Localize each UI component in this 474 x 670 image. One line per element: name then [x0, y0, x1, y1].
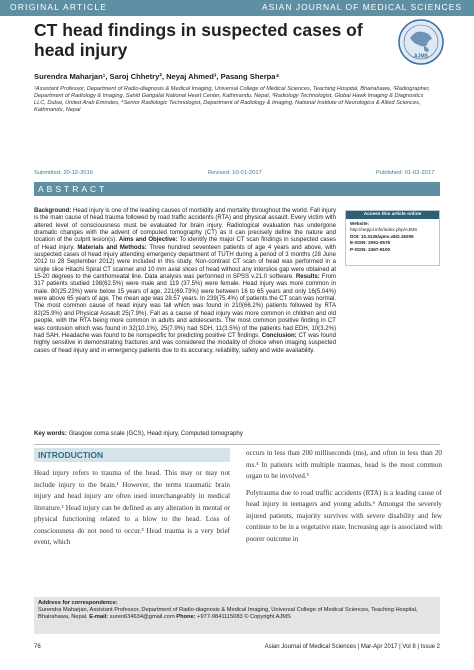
doi[interactable]: DOI: 10.3126/ajms.v8i2.16205: [350, 233, 414, 239]
aims-text: To identify the major CT scan findings in suspected cases of Head injury.: [34, 237, 336, 251]
access-online-box: [345, 210, 440, 266]
intro-paragraph-2: occurs in less than 200 milliseconds (ms), and often in less than 20 ms.⁴ In patients with multiple traumas, head is the most common organ to be involved.⁵: [246, 449, 442, 480]
section-divider: [34, 444, 440, 445]
introduction-right-column: [246, 448, 442, 545]
keywords-value: Glasgow coma scale (GCS), Head injury, Computed tomography: [68, 430, 243, 437]
introduction-left-column: [34, 468, 230, 549]
results-text: From 317 patients studied 198(62.5%) were male and 119 (37.5%) were female. Head injury was more common in male. 80(25.23%) were below 15 years of age, 221(69.73%) were between 16 to 65 years and only 16(5.04%) were above 65 years of age. The mean age was 28.57 years. In 239(75.4%) of patients the CT scan was normal. The most common cause of head injury was fall which was found in 210(66.2%) patients followed by RTA 82(25.9%) and Physical Assault 25(7.9%). Fall as a cause of head injury was more common in children and old people, with the RTA being more common in adults and adolescents. The most common positive finding in CT was contusion which was found in 32(10.1%), 25(7.9%) had SDH, 11(3.5%) of the patients had EDH, 10(3.2%) had SAH. Headache was found to be nonspecific for predicting positive CT findings.: [34, 274, 336, 339]
correspondence-box: [34, 597, 440, 634]
website-label: Website:: [350, 221, 370, 226]
journal-logo-icon: [397, 18, 445, 66]
authors: Surendra Maharjan¹, Saroj Chhetry², Neyaj Ahmed³, Pasang Sherpa⁴: [34, 72, 280, 81]
phone-number: +977-9841115083: [197, 613, 243, 620]
keywords: [34, 430, 243, 437]
copyright: © Copyright AJMS: [244, 613, 291, 620]
abstract-heading: ABSTRACT: [38, 184, 108, 194]
pissn: P-ISSN: 2467-9100: [350, 246, 391, 252]
background-label: Background:: [34, 208, 72, 214]
correspondence-label: Address for correspondence:: [38, 600, 118, 606]
methods-text: Three hundred seventeen patients of age 4 years and above, with suspected cases of head injury attending emergency department of TUTH during a period of 3 months (28 June 2012 to 28 September 2012) were included in this study. Non-contrast CT scan of head was performed in a single slice Hitachi Spiral CT scanner and 10 mm axial slices of head without any interslice gap were obtained at 15-20 degrees to the canthomeatal line. Data analysis was performed in SPSS v.21.0 software.: [34, 244, 336, 281]
methods-label: Materials and Methods:: [77, 244, 147, 251]
introduction-heading: INTRODUCTION: [38, 450, 104, 460]
background-text: Head injury is one of the leading causes of morbidity and mortality throughout the world. Fall injury is the main cause of head trauma followed by road traffic accidents (RTA) and physical assault. Every victim with altered level of consciousness must be evaluated for brain injury. Radiological evaluation has undergone dramatic changes with the advent of computed tomography (CT) as it can precisely define the nature and location of the culprit lesion(s).: [34, 208, 336, 244]
submitted-date: Submitted: 20-12-2016: [34, 170, 93, 176]
website-link[interactable]: http://nepjol.info/index.php/AJMS: [350, 227, 418, 233]
email-link[interactable]: suren634634@gmail.com: [109, 613, 175, 620]
page-number: 76: [34, 644, 41, 650]
eissn: E-ISSN: 2091-0576: [350, 240, 391, 246]
affiliation-text: ¹Assistant Professor, Department of Radio-diagnosis & Medical Imaging, Universal College of Medical Sciences, Teaching Hospital, Bhairahawa, ²Radiographer, Department of Radiology & Imaging, Sahid Gangalal National Heart Center, Kathmandu, Nepal, ³Radiology Technologist, Global Hawk Imaging & Diagnostics LLC, Dubai, United Arab Emirates, ⁴Senior Radiologic Technologist, Department of Radiology & Imaging, National Institute of Neurologica & Allied Sciences, Kathmandu, Nepal: [34, 86, 430, 113]
footer-journal-info: Asian Journal of Medical Sciences | Mar-Apr 2017 | Vol 8 | Issue 2: [264, 644, 440, 650]
conclusion-label: Conclusion:: [261, 332, 297, 339]
published-date: Published: 01-03-2017: [376, 170, 435, 176]
abstract-heading-bar: [34, 182, 440, 196]
conclusion-text: CT was found highly sensitive in demonstrating fractures and was considered the modality of choice when imaging suspected cases of head injury and in emergency patients due to its accuracy, reliability, safety and wide availability.: [34, 332, 337, 354]
keywords-label: Key words:: [34, 430, 67, 437]
aims-label: Aims and Objective:: [118, 237, 178, 244]
section-label: ORIGINAL ARTICLE: [10, 2, 108, 12]
header-bar: [0, 0, 474, 16]
logo-text: AJMS: [414, 53, 428, 60]
revised-date: Revised: 10-01-2017: [208, 170, 262, 176]
intro-paragraph-3: Polytrauma due to road traffic accidents (RTA) is a leading cause of head injury in teenagers and young adults.⁶ Amongst the severely injured patients, majority survives with severe disability and few continue to be in a vegetative state. Increasing age is associated with poorer outcome in: [246, 488, 442, 543]
introduction-heading-bar: [34, 448, 230, 462]
access-heading: Access this article online: [346, 211, 439, 219]
email-label: E-mail:: [89, 613, 109, 620]
results-label: Results:: [295, 274, 320, 281]
abstract-text: [34, 208, 336, 355]
phone-label: Phone:: [176, 613, 196, 620]
journal-label: ASIAN JOURNAL OF MEDICAL SCIENCES: [261, 2, 462, 12]
correspondence-text: Surendra Maharjan, Assistant Professor, Department of Radio-diagnosis & Medical Imaging, Universal College of Medical Sciences, Teaching Hospital, Bhairahawa, Nepal.: [38, 606, 418, 620]
affiliations: [34, 86, 434, 114]
article-title: CT head findings in suspected cases of head injury: [34, 20, 363, 60]
intro-paragraph-1: Head injury refers to trauma of the head. This may or may not include injury to the brain.¹ However, the terms traumatic brain injury and head injury are often used interchangeably in medical literature.² Head injury can be defined as any alteration in mental or physical functioning related to a blow to the head. Loss of consciousness do not need to occur.³ Head trauma is a very brief event, which: [34, 469, 230, 546]
